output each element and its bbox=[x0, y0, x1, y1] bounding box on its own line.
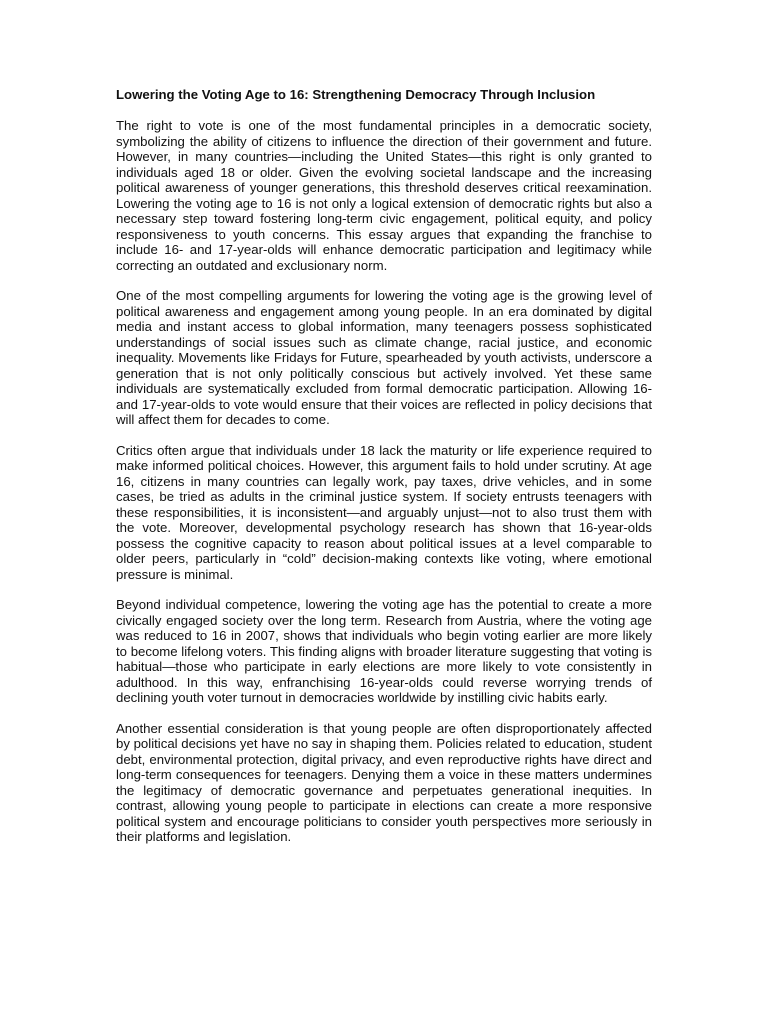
document-page bbox=[116, 87, 652, 860]
paragraph-political-awareness: One of the most compelling arguments for lowering the voting age is the growing level of political awareness and engagement among young people. In an era dominated by digital media and instant access to global information, many teenagers possess sophisticated understandings of social issues such as climate change, racial justice, and economic inequality. Movements like Fridays for Future, spearheaded by youth activists, underscore a generation that is not only politically conscious but actively involved. Yet these same individuals are systematically excluded from formal democratic participation. Allowing 16- and 17-year-olds to vote would ensure that their voices are reflected in policy decisions that will affect them for decades to come. bbox=[116, 288, 652, 427]
document-title: Lowering the Voting Age to 16: Strengthening Democracy Through Inclusion bbox=[116, 87, 596, 102]
paragraph-introduction: The right to vote is one of the most fundamental principles in a democratic society, symbolizing the ability of citizens to influence the direction of their government and future. However, in many countries—including the United States—this right is only granted to individuals aged 18 or older. Given the evolving societal landscape and the increasing political awareness of younger generations, this threshold deserves critical reexamination. Lowering the voting age to 16 is not only a logical extension of democratic rights but also a necessary step toward fostering long-term civic engagement, political equity, and policy responsiveness to youth concerns. This essay argues that expanding the franchise to include 16- and 17-year-olds will enhance democratic participation and legitimacy while correcting an outdated and exclusionary norm. bbox=[116, 118, 652, 273]
paragraph-maturity-argument: Critics often argue that individuals under 18 lack the maturity or life experience required to make informed political choices. However, this argument fails to hold under scrutiny. At age 16, citizens in many countries can legally work, pay taxes, drive vehicles, and in some cases, be tried as adults in the criminal justice system. If society entrusts teenagers with these responsibilities, it is inconsistent—and arguably unjust—not to also trust them with the vote. Moreover, developmental psychology research has shown that 16-year-olds possess the cognitive capacity to reason about political issues at a level comparable to older peers, particularly in “cold” decision-making contexts like voting, where emotional pressure is minimal. bbox=[116, 442, 652, 582]
paragraph-civic-engagement: Beyond individual competence, lowering the voting age has the potential to create a more civically engaged society over the long term. Research from Austria, where the voting age was reduced to 16 in 2007, shows that individuals who begin voting earlier are more likely to become lifelong voters. This finding aligns with broader literature suggesting that voting is habitual—those who participate in early elections are more likely to vote consistently in adulthood. In this way, enfranchising 16-year-olds could reverse worrying trends of declining youth voter turnout in democracies worldwide by instilling civic habits early. bbox=[116, 597, 652, 705]
paragraph-affected-youth: Another essential consideration is that young people are often disproportionately affected by political decisions yet have no say in shaping them. Policies related to education, student debt, environmental protection, digital privacy, and even reproductive rights have direct and long-term consequences for teenagers. Denying them a voice in these matters undermines the legitimacy of democratic governance and perpetuates generational inequities. In contrast, allowing young people to participate in elections can create a more responsive political system and encourage politicians to consider youth perspectives more seriously in their platforms and legislation. bbox=[116, 720, 652, 844]
